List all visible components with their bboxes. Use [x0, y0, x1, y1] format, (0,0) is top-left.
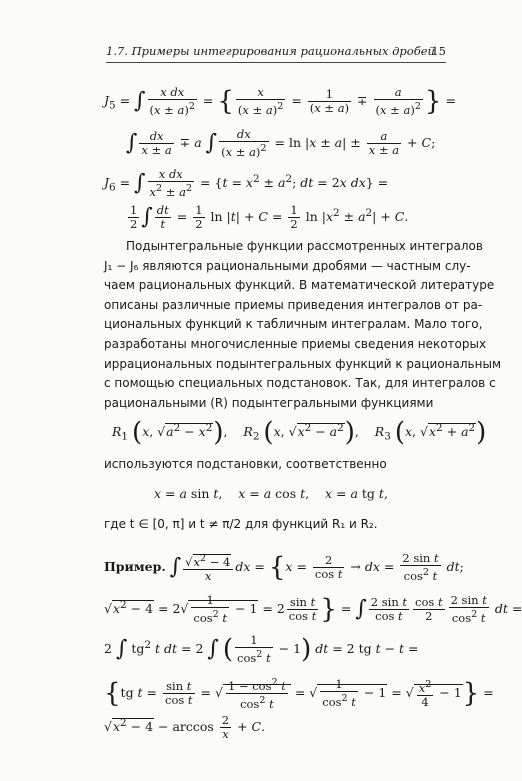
formula-j6-line2: $\frac{1}{2}$ ∫ $\frac{dt}{t}$ = $\frac{1}{2}$ ln |t| + C = $\frac{1}{2}$ $\ln |x^2 \pm a^2| + C$.: [130, 203, 409, 231]
formula-example-line1: Пример. ∫ $\frac{√x^2 - 4}{x}$ dx = {x = $\frac{2}{\text{cos t}}$ → dx = $\frac{\text{2 sin t}}{\cos^2 t}$ dt;: [104, 551, 464, 583]
running-header: [106, 44, 446, 58]
paragraph-line: чаем рациональных функций. В математической литературе: [104, 278, 495, 293]
example-label: Пример.: [104, 558, 166, 574]
body-paragraph: [104, 237, 501, 413]
paragraph-line: рациональными (R) подынтегральными функциями: [104, 395, 434, 410]
formula-substitutions: x = a sin t, x = a cos t, x = a tg t,: [154, 486, 388, 501]
formula-j6-line1: $J_6$ = ∫ $\frac{\text{x dx}}{x^2 \pm a^2}$ = {$t = x^2 \pm a^2$; dt = 2x dx} =: [104, 167, 389, 199]
paragraph-line: разработаны многочисленные приемы сведения некоторых: [104, 336, 487, 351]
formula-example-line3: 2 ∫ $tg^2$ t dt = 2 ∫ ( $\frac{1}{\cos^2 t}$ − 1) dt = 2 tg t − t =: [104, 633, 419, 665]
page-number: 15: [431, 44, 446, 58]
formula-j5-line2: ∫ $\frac{dx}{x \pm a}$ ∓ a ∫ $\frac{dx}{(x \pm a)^2}$ = ln |x ± a| ± $\frac{a}{x \pm a}$ + C;: [126, 127, 436, 159]
formula-example-line2: $√x^2 - 4 = 2√$ $\frac{1}{\cos^2 t}$ − 1 = 2 $\frac{\text{sin t}}{\text{cos t}}$ } = ∫ $\frac{\text{2 sin t}}{\text{cos t}}$ $\frac{\text{cos t}}{2}$ $\frac{\text{2 sin t}}{\cos^2 t}$ dt =: [104, 593, 522, 625]
formula-r-functions: $R_1$ (x, $√a^2 - x^2$), $R_2$ (x, $√x^2 - a^2$), $R_3$ (x, $√x^2 + a^2$): [112, 417, 487, 448]
text-substitutions: используются подстановки, соответственно: [104, 457, 387, 471]
paragraph-line: J₁ − J₆ являются рациональными дробями — частным слу-: [104, 258, 471, 273]
paragraph-line: иррациональных подынтегральных функций к рациональным: [104, 356, 501, 371]
paragraph-line: с помощью специальных подстановок. Так, для интегралов с: [104, 376, 496, 391]
paragraph-line: циональных функций к табличным интегралам. Мало того,: [104, 317, 483, 332]
paragraph-line: Подынтегральные функции рассмотренных интегралов: [126, 239, 483, 253]
formula-example-line4: {tg t = $\frac{\text{sin t}}{\text{cos t}}$ = √ $\frac{1 - \cos^2 t}{\cos^2 t}$ = √ $\frac{1}{\cos^2 t}$ − 1 = √ $\frac{x^2}{4}$ − 1} =: [104, 676, 494, 711]
header-rule: [106, 62, 446, 63]
formula-j5-line1: $J_5$ = ∫ $\frac{\text{x dx}}{(x \pm a)^2}$ = { $\frac{x}{(x \pm a)^2}$ = $\frac{1}{(x \pm a)}$ ∓ $\frac{a}{(x \pm a)^2}$ } =: [104, 85, 456, 117]
paragraph-line: описаны различные приемы приведения интегралов от ра-: [104, 297, 483, 312]
formula-example-line5: $√x^2 - 4 - \arccos$ $\frac{2}{x}$ + C.: [104, 713, 266, 741]
text-conditions: где t ∈ [0, π] и t ≠ π/2 для функций R₁ и R₂.: [104, 517, 378, 531]
section-title: 1.7. Примеры интегрирования рациональных дробей: [106, 44, 435, 58]
